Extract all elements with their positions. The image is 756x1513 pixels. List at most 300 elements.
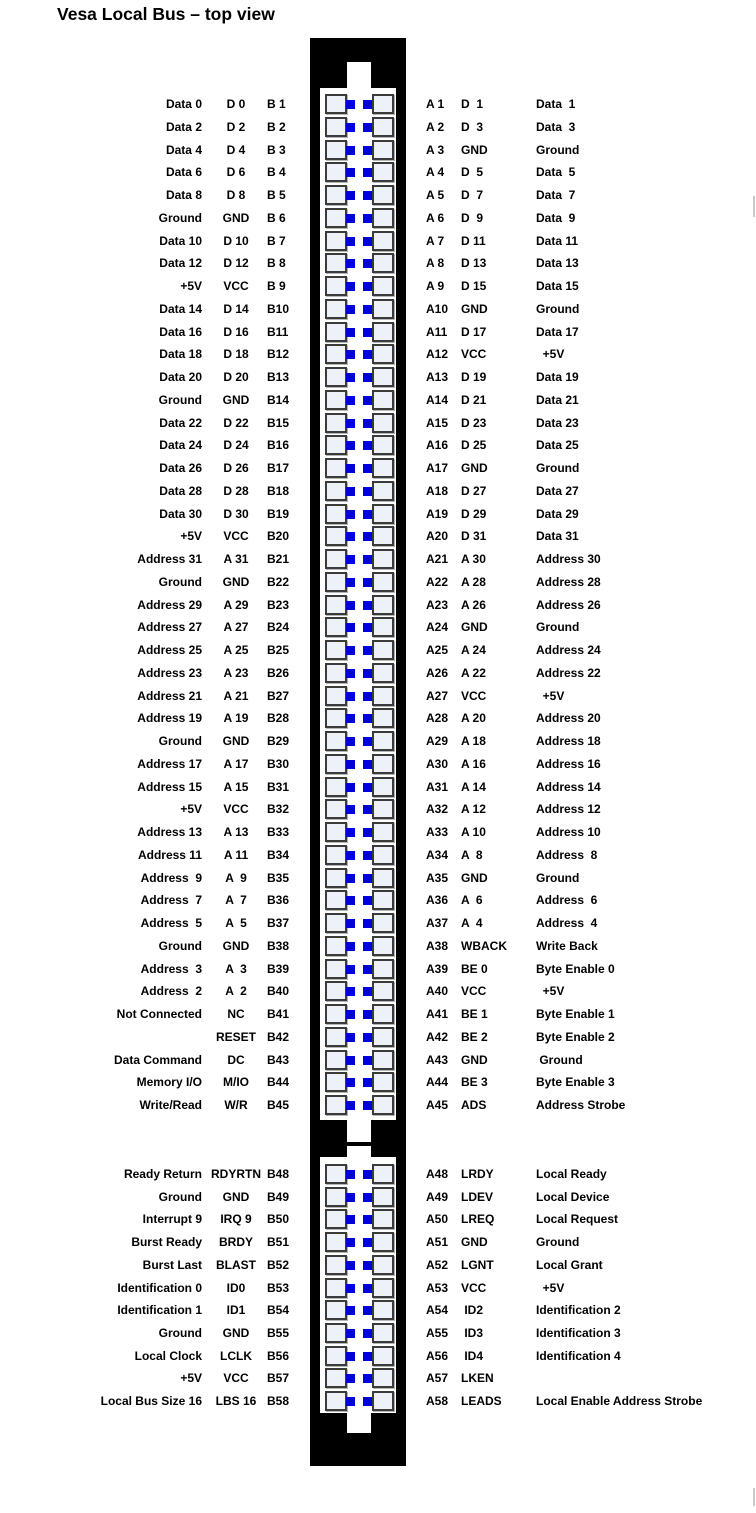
pin-pad-left — [325, 481, 347, 501]
pin-number-left: B57 — [267, 1371, 290, 1385]
pin-pad-left — [325, 731, 347, 751]
pin-pad-left — [325, 1255, 347, 1275]
pin-number-right: A56 — [426, 1349, 449, 1363]
pin-signal-left: D 16 — [223, 325, 249, 339]
pin-contact-left — [346, 919, 355, 928]
pin-pad-right — [372, 1072, 394, 1092]
pin-desc-right: Ground — [536, 620, 580, 634]
pin-pad-right — [372, 390, 394, 410]
pin-desc-right: +5V — [536, 1281, 565, 1295]
pin-contact-left — [346, 214, 355, 223]
pin-signal-right: GND — [461, 871, 488, 885]
pin-desc-left: Ready Return — [123, 1167, 202, 1181]
pin-number-right: A18 — [426, 484, 449, 498]
pin-number-left: B32 — [267, 802, 290, 816]
pin-number-right: A32 — [426, 802, 449, 816]
pin-signal-left: A 21 — [223, 689, 249, 703]
pin-signal-left: GND — [222, 939, 250, 953]
pin-signal-right: WBACK — [461, 939, 507, 953]
pin-pad-right — [372, 731, 394, 751]
pin-number-left: B21 — [267, 552, 290, 566]
pin-contact-right — [363, 896, 372, 905]
pin-pad-right — [372, 140, 394, 160]
pin-desc-right: Address 14 — [536, 780, 601, 794]
pin-signal-right: A 4 — [461, 916, 483, 930]
pin-pad-right — [372, 1050, 394, 1070]
pin-desc-right: Data 29 — [536, 507, 579, 521]
pin-signal-left: D 14 — [223, 302, 249, 316]
pin-contact-right — [363, 1284, 372, 1293]
pin-desc-left: Burst Last — [142, 1258, 202, 1272]
pin-pad-left — [325, 1072, 347, 1092]
pin-pad-left — [325, 94, 347, 114]
pin-contact-right — [363, 328, 372, 337]
pin-contact-left — [346, 1193, 355, 1202]
pin-number-left: B38 — [267, 939, 290, 953]
pin-desc-left: Identification 1 — [117, 1303, 202, 1317]
pin-contact-left — [346, 396, 355, 405]
pin-contact-left — [346, 237, 355, 246]
pin-number-right: A35 — [426, 871, 449, 885]
pin-signal-right: D 7 — [461, 188, 484, 202]
pin-desc-right: Byte Enable 0 — [536, 962, 615, 976]
pin-desc-left: Data 16 — [159, 325, 202, 339]
pin-contact-left — [346, 942, 355, 951]
pin-pad-right — [372, 686, 394, 706]
pin-contact-right — [363, 623, 372, 632]
pin-desc-right: Ground — [536, 1053, 583, 1067]
pin-desc-left: Address 31 — [137, 552, 202, 566]
pin-contact-right — [363, 305, 372, 314]
pin-number-right: A40 — [426, 984, 449, 998]
pin-desc-left: Data 14 — [159, 302, 202, 316]
pin-signal-left: GND — [222, 393, 250, 407]
pin-pad-left — [325, 344, 347, 364]
pin-desc-left: Address 27 — [137, 620, 202, 634]
pin-contact-right — [363, 1352, 372, 1361]
pin-contact-right — [363, 532, 372, 541]
pin-signal-right: LRDY — [461, 1167, 494, 1181]
pin-desc-right: +5V — [536, 689, 565, 703]
pin-number-left: B58 — [267, 1394, 290, 1408]
pin-pad-right — [372, 526, 394, 546]
pin-number-left: B25 — [267, 643, 290, 657]
pin-number-left: B31 — [267, 780, 290, 794]
pin-pad-right — [372, 1232, 394, 1252]
pin-pad-right — [372, 162, 394, 182]
pin-pad-left — [325, 754, 347, 774]
pin-number-right: A 7 — [426, 234, 445, 248]
pin-desc-right: Data 9 — [536, 211, 576, 225]
pin-desc-left: Address 9 — [140, 871, 202, 885]
pin-contact-left — [346, 259, 355, 268]
pin-signal-right: D 15 — [461, 279, 487, 293]
pin-signal-left: DC — [227, 1053, 245, 1067]
pin-signal-left: A 9 — [225, 871, 247, 885]
pin-number-right: A 2 — [426, 120, 445, 134]
pin-number-right: A44 — [426, 1075, 449, 1089]
pin-number-right: A38 — [426, 939, 449, 953]
pin-signal-left: D 28 — [223, 484, 249, 498]
pin-contact-right — [363, 578, 372, 587]
pin-signal-left: D 10 — [223, 234, 249, 248]
pin-contact-left — [346, 1284, 355, 1293]
pin-signal-right: D 29 — [461, 507, 487, 521]
pin-desc-left: Data 20 — [159, 370, 202, 384]
pin-desc-left: Data 28 — [159, 484, 202, 498]
pin-number-right: A51 — [426, 1235, 449, 1249]
pin-number-right: A 1 — [426, 97, 445, 111]
pin-signal-left: LBS 16 — [215, 1394, 257, 1408]
pin-pad-right — [372, 458, 394, 478]
pin-number-right: A10 — [426, 302, 449, 316]
pin-desc-left: Data 10 — [159, 234, 202, 248]
pin-contact-right — [363, 464, 372, 473]
pin-signal-right: BE 2 — [461, 1030, 488, 1044]
pin-signal-left: M/IO — [223, 1075, 249, 1089]
pin-signal-left: D 2 — [226, 120, 246, 134]
pin-contact-left — [346, 760, 355, 769]
pin-pad-left — [325, 1187, 347, 1207]
pin-signal-left: A 7 — [225, 893, 247, 907]
pin-pad-left — [325, 162, 347, 182]
pin-number-left: B18 — [267, 484, 290, 498]
pin-desc-right: Data 25 — [536, 438, 579, 452]
pin-pad-left — [325, 140, 347, 160]
pin-contact-right — [363, 510, 372, 519]
pin-number-left: B39 — [267, 962, 290, 976]
pin-signal-right: LEADS — [461, 1394, 502, 1408]
pin-pad-right — [372, 504, 394, 524]
pin-number-right: A24 — [426, 620, 449, 634]
pin-signal-right: D 17 — [461, 325, 487, 339]
pin-signal-left: GND — [222, 211, 250, 225]
pin-desc-left: Address 29 — [137, 598, 202, 612]
pin-number-left: B 1 — [267, 97, 286, 111]
pin-pad-left — [325, 959, 347, 979]
pin-pad-left — [325, 1209, 347, 1229]
pin-contact-left — [346, 168, 355, 177]
pin-number-right: A17 — [426, 461, 449, 475]
pin-pad-right — [372, 1095, 394, 1115]
pin-number-right: A16 — [426, 438, 449, 452]
pin-desc-left: Memory I/O — [136, 1075, 202, 1089]
pin-signal-right: A 26 — [461, 598, 486, 612]
pin-number-right: A26 — [426, 666, 449, 680]
pin-contact-left — [346, 965, 355, 974]
pin-number-left: B27 — [267, 689, 290, 703]
pin-pad-left — [325, 663, 347, 683]
pin-desc-left: Data 24 — [159, 438, 202, 452]
pin-signal-right: A 16 — [461, 757, 486, 771]
pin-pad-right — [372, 708, 394, 728]
pin-number-left: B17 — [267, 461, 290, 475]
pin-pad-left — [325, 1050, 347, 1070]
pin-contact-left — [346, 692, 355, 701]
pin-desc-right: Address 22 — [536, 666, 601, 680]
pin-contact-left — [346, 1170, 355, 1179]
pin-pad-right — [372, 322, 394, 342]
pin-desc-left: Write/Read — [139, 1098, 202, 1112]
pin-signal-left: A 19 — [223, 711, 249, 725]
pin-pad-left — [325, 845, 347, 865]
pin-number-left: B37 — [267, 916, 290, 930]
pin-signal-left: D 8 — [226, 188, 246, 202]
pin-contact-right — [363, 942, 372, 951]
pin-desc-right: Identification 4 — [536, 1349, 621, 1363]
pin-signal-right: D 13 — [461, 256, 487, 270]
pin-contact-left — [346, 1329, 355, 1338]
pin-signal-right: A 18 — [461, 734, 486, 748]
pin-signal-left: D 6 — [226, 165, 246, 179]
pin-contact-left — [346, 419, 355, 428]
pin-number-right: A31 — [426, 780, 449, 794]
pin-contact-right — [363, 1374, 372, 1383]
pin-signal-left: BLAST — [216, 1258, 256, 1272]
pin-number-left: B20 — [267, 529, 290, 543]
pin-pad-left — [325, 1346, 347, 1366]
pin-contact-right — [363, 1056, 372, 1065]
pin-contact-left — [346, 851, 355, 860]
pin-desc-right: Address 6 — [536, 893, 598, 907]
pin-contact-left — [346, 100, 355, 109]
pin-signal-right: BE 0 — [461, 962, 488, 976]
pin-contact-right — [363, 487, 372, 496]
pin-contact-right — [363, 714, 372, 723]
pin-desc-left: Address 5 — [140, 916, 202, 930]
pin-number-left: B 2 — [267, 120, 286, 134]
pin-number-left: B49 — [267, 1190, 290, 1204]
pin-pad-right — [372, 435, 394, 455]
pin-desc-left: Data 4 — [165, 143, 202, 157]
pin-signal-left: ID1 — [226, 1303, 246, 1317]
pin-number-left: B44 — [267, 1075, 290, 1089]
pin-signal-left: A 11 — [223, 848, 249, 862]
pin-desc-right: Ground — [536, 143, 580, 157]
pin-contact-left — [346, 282, 355, 291]
pin-signal-right: VCC — [461, 1281, 487, 1295]
pin-number-left: B55 — [267, 1326, 290, 1340]
pin-number-left: B 3 — [267, 143, 286, 157]
pin-number-left: B33 — [267, 825, 290, 839]
pin-desc-left: +5V — [180, 529, 202, 543]
pin-desc-right: Write Back — [536, 939, 598, 953]
pin-signal-right: BE 3 — [461, 1075, 488, 1089]
pin-desc-right: Data 13 — [536, 256, 579, 270]
pin-number-right: A 4 — [426, 165, 445, 179]
pin-desc-right: Byte Enable 1 — [536, 1007, 615, 1021]
pin-number-left: B28 — [267, 711, 290, 725]
pin-desc-right: Address 8 — [536, 848, 598, 862]
pin-number-left: B 8 — [267, 256, 286, 270]
pin-pad-right — [372, 959, 394, 979]
pin-number-left: B29 — [267, 734, 290, 748]
pin-contact-right — [363, 100, 372, 109]
pin-contact-left — [346, 623, 355, 632]
pin-signal-right: LDEV — [461, 1190, 494, 1204]
pin-pad-left — [325, 299, 347, 319]
pin-contact-right — [363, 760, 372, 769]
pin-signal-right: D 1 — [461, 97, 484, 111]
pin-desc-left: Data 2 — [165, 120, 202, 134]
pin-desc-right: Address 18 — [536, 734, 601, 748]
pin-pad-right — [372, 913, 394, 933]
pin-desc-right: Ground — [536, 1235, 580, 1249]
pin-number-right: A29 — [426, 734, 449, 748]
pin-signal-left: VCC — [223, 279, 249, 293]
pin-signal-right: A 24 — [461, 643, 486, 657]
pin-signal-left: D 12 — [223, 256, 249, 270]
pin-desc-left: Local Clock — [134, 1349, 202, 1363]
pin-contact-right — [363, 419, 372, 428]
pin-number-left: B56 — [267, 1349, 290, 1363]
pin-number-right: A 5 — [426, 188, 445, 202]
pin-pad-left — [325, 617, 347, 637]
pin-desc-right: Address 4 — [536, 916, 598, 930]
pin-desc-left: Data 8 — [165, 188, 202, 202]
pin-pad-left — [325, 276, 347, 296]
pin-pad-right — [372, 549, 394, 569]
pin-signal-left: A 25 — [223, 643, 249, 657]
pin-contact-right — [363, 965, 372, 974]
pin-number-left: B16 — [267, 438, 290, 452]
pin-desc-left: Data 18 — [159, 347, 202, 361]
pin-signal-right: GND — [461, 143, 488, 157]
pin-pad-right — [372, 572, 394, 592]
pin-pad-left — [325, 890, 347, 910]
pin-desc-left: Burst Ready — [131, 1235, 202, 1249]
pin-number-left: B42 — [267, 1030, 290, 1044]
pin-pad-left — [325, 435, 347, 455]
pin-contact-right — [363, 1170, 372, 1179]
pin-desc-left: Ground — [158, 734, 202, 748]
pin-number-right: A20 — [426, 529, 449, 543]
pin-number-left: B26 — [267, 666, 290, 680]
pin-desc-left: Data 22 — [159, 416, 202, 430]
pin-desc-left: Ground — [158, 393, 202, 407]
pin-pad-left — [325, 1323, 347, 1343]
pin-pad-right — [372, 1368, 394, 1388]
pin-pad-right — [372, 981, 394, 1001]
pin-contact-right — [363, 1193, 372, 1202]
pin-desc-left: +5V — [180, 802, 202, 816]
pin-contact-left — [346, 555, 355, 564]
pin-signal-right: VCC — [461, 689, 487, 703]
pin-contact-left — [346, 146, 355, 155]
pin-desc-right: Data 3 — [536, 120, 576, 134]
pin-pad-right — [372, 1187, 394, 1207]
pin-signal-left: A 27 — [223, 620, 249, 634]
pin-contact-left — [346, 487, 355, 496]
pin-signal-right: GND — [461, 302, 488, 316]
pin-pad-left — [325, 868, 347, 888]
pin-contact-left — [346, 805, 355, 814]
pin-pad-right — [372, 276, 394, 296]
pin-number-right: A55 — [426, 1326, 449, 1340]
pin-desc-left: Data 6 — [165, 165, 202, 179]
pin-number-left: B13 — [267, 370, 290, 384]
pin-desc-left: Data 30 — [159, 507, 202, 521]
pin-desc-right: Data 17 — [536, 325, 579, 339]
pin-pad-right — [372, 845, 394, 865]
pin-signal-left: IRQ 9 — [220, 1212, 252, 1226]
pin-number-right: A28 — [426, 711, 449, 725]
pin-signal-left: GND — [222, 734, 250, 748]
pin-number-right: A34 — [426, 848, 449, 862]
pin-pad-left — [325, 231, 347, 251]
pin-contact-right — [363, 191, 372, 200]
pin-signal-left: D 30 — [223, 507, 249, 521]
pin-contact-right — [363, 601, 372, 610]
pin-number-right: A 8 — [426, 256, 445, 270]
pin-signal-left: VCC — [223, 529, 249, 543]
pin-contact-right — [363, 146, 372, 155]
pin-pad-right — [372, 253, 394, 273]
pin-number-right: A25 — [426, 643, 449, 657]
pin-desc-left: Address 25 — [137, 643, 202, 657]
page-edge-mark-top — [753, 196, 755, 217]
pin-contact-left — [346, 987, 355, 996]
pin-desc-right: Data 31 — [536, 529, 579, 543]
pin-desc-right: Data 27 — [536, 484, 579, 498]
pin-signal-left: VCC — [223, 1371, 249, 1385]
pin-contact-left — [346, 532, 355, 541]
pin-signal-left: ID0 — [226, 1281, 246, 1295]
pin-number-left: B 4 — [267, 165, 286, 179]
pin-pad-right — [372, 663, 394, 683]
pin-number-right: A 9 — [426, 279, 445, 293]
pin-desc-right: Data 23 — [536, 416, 579, 430]
pin-number-left: B22 — [267, 575, 290, 589]
pin-signal-right: ADS — [461, 1098, 487, 1112]
pin-contact-right — [363, 805, 372, 814]
pin-pad-left — [325, 1004, 347, 1024]
pin-pad-right — [372, 868, 394, 888]
pin-number-right: A15 — [426, 416, 449, 430]
pin-pad-right — [372, 94, 394, 114]
pin-number-left: B48 — [267, 1167, 290, 1181]
pin-desc-left: Address 15 — [137, 780, 202, 794]
pin-signal-right: D 25 — [461, 438, 487, 452]
pin-contact-right — [363, 396, 372, 405]
pin-desc-left: Ground — [158, 211, 202, 225]
pin-desc-left: +5V — [180, 279, 202, 293]
pin-signal-left: A 17 — [223, 757, 249, 771]
pin-pad-left — [325, 777, 347, 797]
pin-desc-left: Not Connected — [116, 1007, 202, 1021]
pin-number-right: A52 — [426, 1258, 449, 1272]
pin-pad-left — [325, 913, 347, 933]
connector-key-notch-top — [347, 62, 371, 90]
pin-number-right: A21 — [426, 552, 449, 566]
pin-contact-right — [363, 646, 372, 655]
pin-signal-right: A 6 — [461, 893, 483, 907]
pin-contact-left — [346, 1306, 355, 1315]
pin-number-right: A14 — [426, 393, 449, 407]
pin-number-right: A23 — [426, 598, 449, 612]
pin-contact-right — [363, 350, 372, 359]
pin-desc-right: Identification 2 — [536, 1303, 621, 1317]
page-title: Vesa Local Bus – top view — [57, 4, 275, 24]
pin-signal-right: ID2 — [461, 1303, 484, 1317]
pin-contact-right — [363, 168, 372, 177]
pin-number-right: A53 — [426, 1281, 449, 1295]
pin-signal-right: LREQ — [461, 1212, 495, 1226]
pin-pad-left — [325, 208, 347, 228]
pin-pad-left — [325, 1027, 347, 1047]
pin-number-right: A 3 — [426, 143, 445, 157]
pin-number-left: B52 — [267, 1258, 290, 1272]
